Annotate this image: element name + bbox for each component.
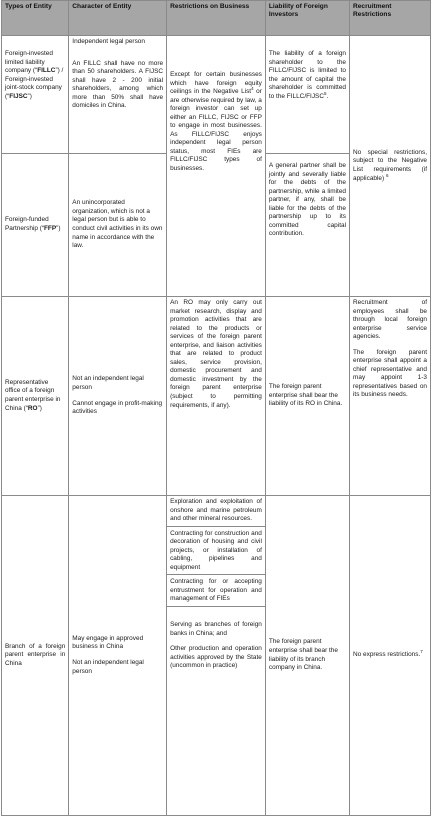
ro-restrictions: An RO may only carry out market research, display and promotion activities that are related to the products or services of the foreign parent enterprise, and liaison activities that are related to product sales, service provision, domestic procurement and domestic investment by the foreign parent enterprise (subject to permitting requirements, if any). [170, 299, 262, 409]
branch-restriction-4: Serving as branches of foreign banks in China; and [170, 621, 262, 637]
shared-restrictions-text-2: or are otherwise required by law, a foreign investor can set up either an FILLC, FIJSC or FFP to engage in most businesses. As FILLC/FIJSC enjoys independent legal person status, most FIEs are FILLC/FIJSC types of businesses. [170, 88, 262, 173]
ro-liability: The foreign parent enterprise shall bear the liability of its RO in China. [268, 383, 343, 408]
footnote-7: 7 [420, 649, 423, 655]
cell-type-branch [2, 496, 69, 816]
table-row-branch [2, 496, 431, 816]
cell-restrictions-ro [167, 297, 266, 496]
ro-character-2: Cannot engage in profit-making activities [72, 399, 163, 416]
shared-recruitment-text: No special restrictions, subject to the Negative List requirements (if applicable) [353, 148, 427, 182]
ro-abbrev: RO [27, 404, 38, 412]
ffp-type-text-2: ”) [56, 225, 61, 232]
cell-restrictions-fillc-ffp [167, 36, 266, 297]
fillc-type-text-3: ”) [27, 92, 32, 100]
branch-character-2: Not an independent legal person [72, 659, 144, 675]
branch-restriction-5: Other production and operation activities approved by the State (uncommon in practice) [170, 645, 262, 670]
fillc-abbrev: FILLC [37, 67, 56, 75]
header-liability-of-foreign-investors: Liability of Foreign Investors [265, 1, 349, 36]
ro-recruitment-2: The foreign parent enterprise shall appoint a chief representative and may appoint 1-3 representatives based on its business needs. [353, 348, 427, 399]
branch-restriction-divider [167, 526, 265, 573]
cell-liability-ro [265, 297, 349, 496]
fillc-character-2: An FILLC shall have no more than 50 shareholders. A FIJSC shall have 2 - 200 initial shareholders, among which more than 50% shall have domiciles in China. [72, 59, 164, 110]
branch-restriction-2: Contracting for construction and decoration of housing and civil projects, or installation of cabling, pipelines and equipment [170, 529, 262, 571]
header-restrictions-on-business: Restrictions on Business [167, 1, 266, 36]
branch-restriction-3: Contracting for or accepting entrustment for operation and management of FIEs [170, 578, 262, 603]
fijsc-abbrev: FIJSC [9, 92, 28, 100]
ffp-abbrev: FFP [44, 225, 57, 232]
cell-character-ffp [69, 154, 167, 297]
branch-liability: The foreign parent enterprise shall bear the liability of its branch company in China. [268, 638, 338, 672]
cell-type-ro [2, 297, 69, 496]
header-types-of-entity: Types of Entity [2, 1, 69, 36]
cell-character-ro [69, 297, 167, 496]
shared-restrictions-text: Except for certain businesses which have foreign equity ceilings in the Negative List [170, 71, 262, 96]
branch-restriction-divider [167, 606, 265, 671]
cell-recruitment-branch [350, 496, 431, 816]
header-character-of-entity: Character of Entity [69, 1, 167, 36]
ffp-type-text: Foreign-funded Partnership (“ [5, 216, 49, 232]
branch-type: Branch of a foreign parent enterprise in China [5, 642, 66, 667]
ro-type-text: Representative office of a foreign parent enterprise in China (“ [5, 378, 61, 412]
cell-character-fillc [69, 36, 167, 154]
entity-comparison-table [1, 0, 431, 816]
fillc-liability-text: The liability of a foreign shareholder to the FILLC/FIJSC is limited to the amount of capital the shareholder is committed to the FILLC/FIJSC [268, 50, 346, 100]
table-row-ro [2, 297, 431, 496]
branch-recruitment-text: No express restrictions. [353, 651, 421, 659]
ro-character-1: Not an independent legal person [72, 375, 144, 391]
cell-restrictions-branch [167, 496, 266, 816]
fillc-type-text: Foreign-invested limited liability company (“ [5, 50, 53, 75]
branch-restriction-1: Exploration and exploitation of onshore and marine petroleum and other mineral resources. [170, 498, 262, 523]
footnote-4: 4 [251, 85, 254, 91]
footnote-6: 6 [385, 172, 389, 178]
ffp-character: An unincorporated organization, which is not a legal person but is able to conduct civil activities in its own name in accordance with the law. [72, 199, 163, 250]
footnote-5: 5 [324, 90, 327, 96]
cell-type-fillc [2, 36, 69, 154]
ro-recruitment-1: Recruitment of employees shall be through local foreign enterprise service agencies. [353, 299, 427, 341]
cell-liability-ffp [265, 154, 349, 297]
fillc-liability-end: . [326, 92, 329, 100]
cell-liability-branch [265, 496, 349, 816]
branch-character-1: May engage in approved business in China [72, 634, 144, 651]
cell-character-branch [69, 496, 167, 816]
fillc-type-text-2: ”) / Foreign-invested joint-stock company (“ [5, 67, 64, 100]
cell-recruitment-ro [350, 297, 431, 496]
ro-type-text-2: ”) [37, 404, 42, 412]
table-header-row [2, 1, 431, 36]
cell-type-ffp [2, 154, 69, 297]
table-row-fillc [2, 36, 431, 154]
cell-liability-fillc [265, 36, 349, 154]
header-recruitment-restrictions: Recruitment Restrictions [350, 1, 431, 36]
ffp-liability: A general partner shall be jointly and severally liable for the debts of the partnership, while a limited partner, if any, shall be liable for the debts of the partnership up to its committed capital contribution. [268, 162, 346, 238]
fillc-character-1: Independent legal person [72, 38, 145, 45]
branch-restriction-divider [167, 574, 265, 604]
cell-recruitment-fillc-ffp [350, 36, 431, 297]
